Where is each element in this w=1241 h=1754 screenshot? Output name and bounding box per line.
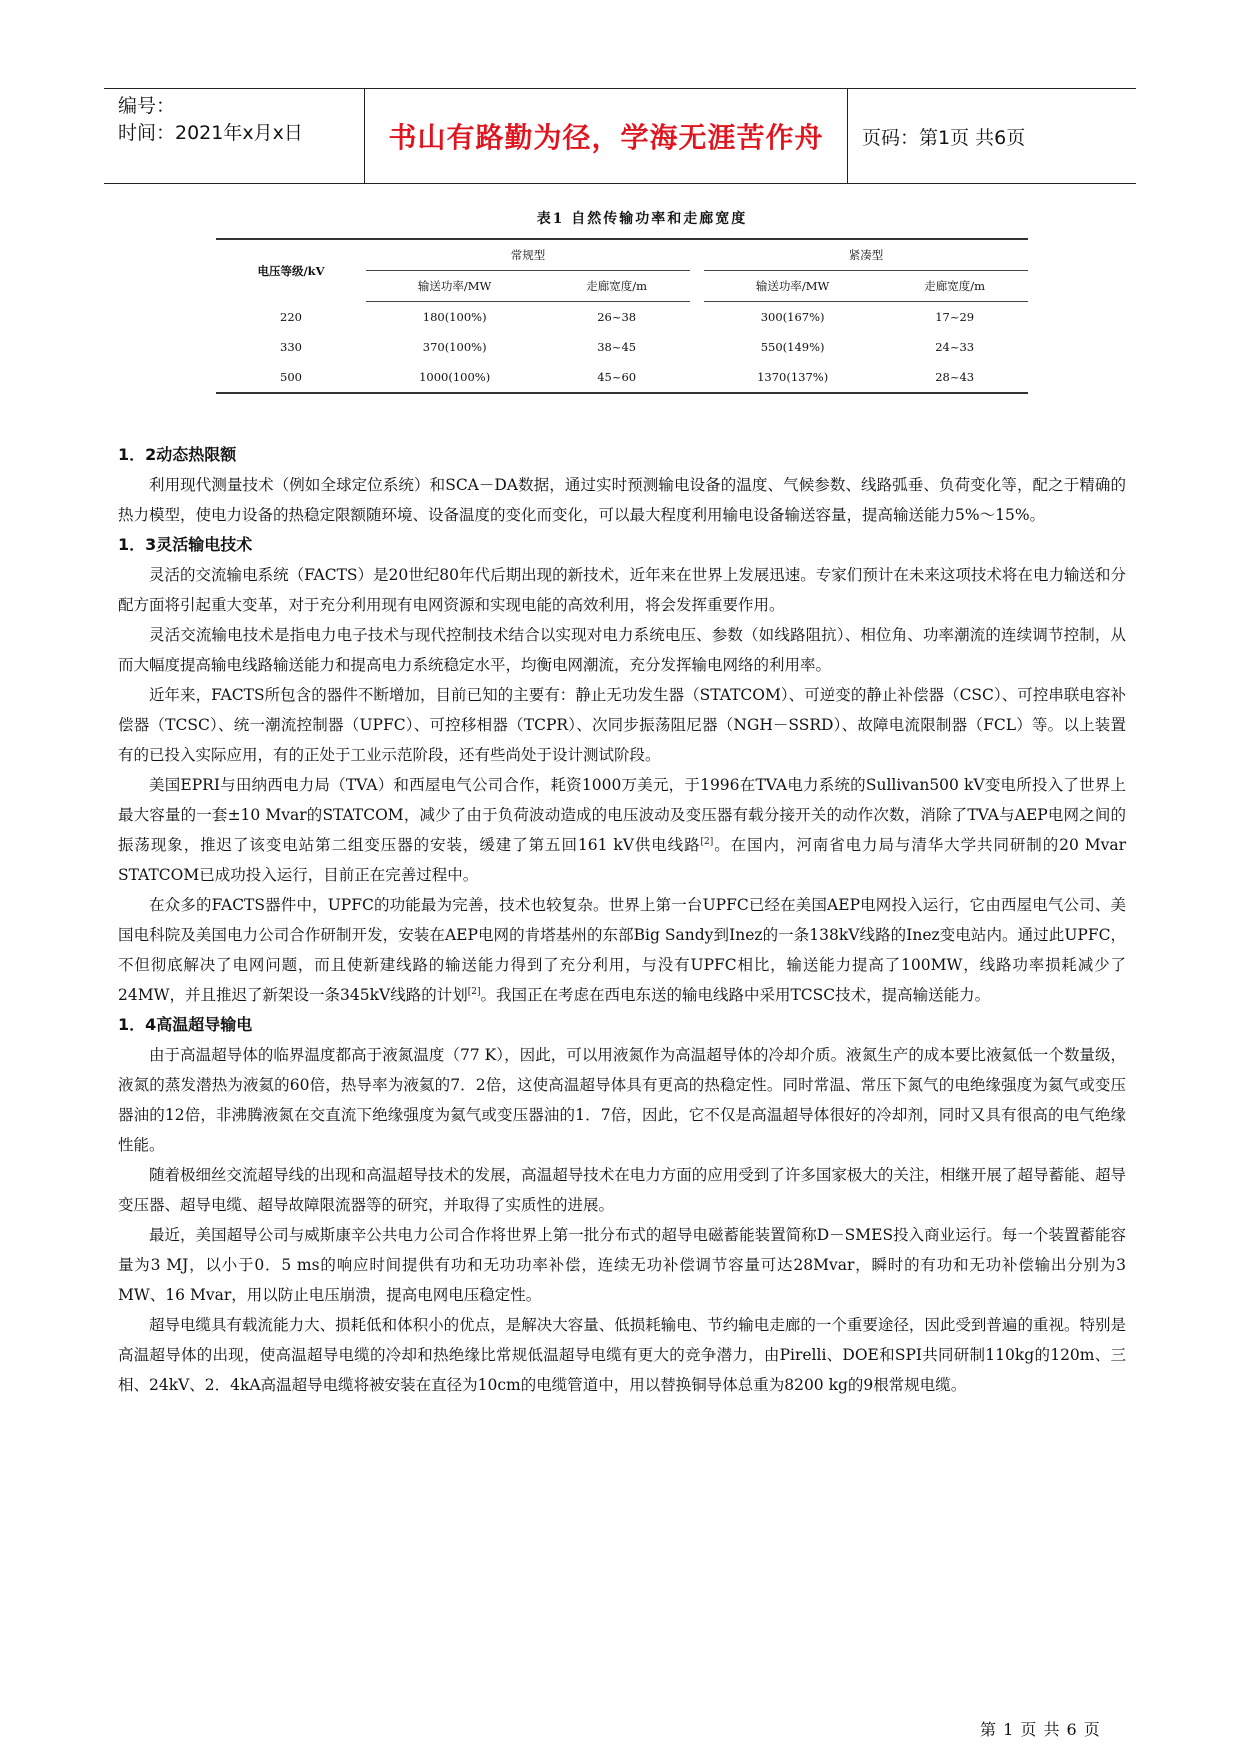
paragraph: 由于高温超导体的临界温度都高于液氮温度（77 K），因此，可以用液氮作为高温超导体的冷却介质。液氮生产的成本要比液氦低一个数量级，液氮的蒸发潜热为液氦的60倍，热导率为液氦的7．2倍，这使高温超导体具有更高的热稳定性。同时常温、常压下氮气的电绝缘强度为氦气或变压器油的12倍，非沸腾液氮在交直流下绝缘强度为氦气或变压器油的1．7倍，因此，它不仅是高温超导体很好的冷却剂，同时又具有很高的电气绝缘性能。 <box>118 1046 1127 1154</box>
cell-width-conventional: 38~45 <box>597 340 637 354</box>
paragraph: 灵活的交流输电系统（FACTS）是20世纪80年代后期出现的新技术，近年来在世界上发展迅速。专家们预计在未来这项技术将在电力输送和分配方面将引起重大变革，对于充分利用现有电网资源和实现电能的高效利用，将会发挥重要作用。 <box>118 566 1126 614</box>
table-row <box>216 302 1028 333</box>
cell-power-conventional: 1000(100%) <box>366 362 543 393</box>
section-heading-1-3: 1．3灵活输电技术 <box>118 535 253 554</box>
table-row <box>216 362 1028 393</box>
citation-ref: [2] <box>467 986 481 997</box>
column-header-width-conventional: 走廊宽度/m <box>543 271 690 302</box>
paragraph-text: 。在国内，河南省电力局与清华大学共同研制的20 Mvar STATCOM已成功投入运行，目前正在完善过程中。 <box>118 836 1126 884</box>
cell-power-compact: 550(149%) <box>760 340 825 354</box>
transmission-table <box>216 208 1028 394</box>
cell-power-compact: 1370(137%) <box>704 362 881 393</box>
cell-width-compact: 28~43 <box>881 362 1028 393</box>
group-header-conventional: 常规型 <box>366 239 690 271</box>
column-header-width-compact: 走廊宽度/m <box>881 271 1028 302</box>
paragraph <box>118 770 1126 890</box>
cell-power-compact: 300(167%) <box>760 310 825 324</box>
cell-power-conventional: 180(100%) <box>422 310 487 324</box>
column-header-power-conventional: 输送功率/MW <box>366 271 543 302</box>
cell-width-compact: 24~33 <box>935 340 975 354</box>
paragraph: 近年来，FACTS所包含的器件不断增加，目前已知的主要有：静止无功发生器（STATCOM）、可逆变的静止补偿器（CSC）、可控串联电容补偿器（TCSC）、统一潮流控制器（UPFC）、可控移相器（TCPR）、次同步振荡阻尼器（NGH－SSRD）、故障电流限制器（FCL）等。以上装置有的已投入实际应用，有的正处于工业示范阶段，还有些尚处于设计测试阶段。 <box>118 686 1126 764</box>
cell-width-conventional: 45~60 <box>543 362 690 393</box>
paragraph: 随着极细丝交流超导线的出现和高温超导技术的发展，高温超导技术在电力方面的应用受到了许多国家极大的关注，相继开展了超导蓄能、超导变压器、超导电缆、超导故障限流器等的研究，并取得了实质性的进展。 <box>118 1166 1126 1214</box>
page-header <box>104 88 1136 184</box>
table-caption: 表1 自然传输功率和走廊宽度 <box>536 211 748 227</box>
paragraph: 最近，美国超导公司与威斯康辛公共电力公司合作将世界上第一批分布式的超导电磁蓄能装置简称D－SMES投入商业运行。每一个装置蓄能容量为3 MJ，以小于0．5 ms的响应时间提供有功和无功功率补偿，连续无功补偿调节容量可达28Mvar，瞬时的有功和无功补偿输出分别为3 MW、16 Mvar，用以防止电压崩溃，提高电网电压稳定性。 <box>118 1226 1126 1304</box>
header-motto-cell <box>364 89 848 183</box>
cell-width-compact: 17~29 <box>935 310 975 324</box>
header-motto: 书山有路勤为径，学海无涯苦作舟 <box>388 121 824 154</box>
paragraph-text: 。我国正在考虑在西电东送的输电线路中采用TCSC技术，提高输送能力。 <box>480 986 991 1004</box>
cell-voltage: 220 <box>280 309 302 324</box>
document-time-label: 时间：2021年x月x日 <box>118 122 303 144</box>
data-table <box>216 238 1028 394</box>
column-header-power-compact: 输送功率/MW <box>704 271 881 302</box>
cell-voltage: 330 <box>280 340 302 354</box>
header-page-number: 页码：第1页 共6页 <box>862 126 1026 149</box>
paragraph-text: 美国EPRI与田纳西电力局（TVA）和西屋电气公司合作，耗资1000万美元，于1996在TVA电力系统的Sullivan500 kV变电所投入了世界上最大容量的一套±10 Mvar的STATCOM，减少了由于负荷波动造成的电压波动及变压器有载分接开关的动作次数，消除了TVA与AEP电网之间的振荡现象，推迟了该变电站第二组变压器的安装，缓建了第五回161 kV供电线路 <box>118 776 1126 854</box>
citation-ref: [2] <box>700 836 714 847</box>
document-number-label: 编号： <box>118 95 176 117</box>
cell-width-conventional: 26~38 <box>597 310 637 324</box>
section-heading-1-4: 1．4高温超导输电 <box>118 1015 253 1034</box>
page-footer: 第 1 页 共 6 页 <box>980 1720 1101 1739</box>
table-row <box>216 332 1028 362</box>
section-heading-1-2: 1．2动态热限额 <box>118 445 237 464</box>
paragraph <box>118 890 1126 1010</box>
paragraph: 灵活交流输电技术是指电力电子技术与现代控制技术结合以实现对电力系统电压、参数（如线路阻抗）、相位角、功率潮流的连续调节控制，从而大幅度提高输电线路输送能力和提高电力系统稳定水平，均衡电网潮流，充分发挥输电网络的利用率。 <box>118 626 1126 674</box>
cell-power-conventional: 370(100%) <box>422 340 487 354</box>
group-header-compact: 紧凑型 <box>704 239 1028 271</box>
column-header-voltage: 电压等级/kV <box>216 239 366 302</box>
paragraph: 利用现代测量技术（例如全球定位系统）和SCA－DA数据，通过实时预测输电设备的温度、气候参数、线路弧垂、负荷变化等，配之于精确的热力模型，使电力设备的热稳定限额随环境、设备温度的变化而变化，可以最大程度利用输电设备输送容量，提高输送能力5%～15%。 <box>118 476 1126 524</box>
paragraph: 超导电缆具有载流能力大、损耗低和体积小的优点，是解决大容量、低损耗输电、节约输电走廊的一个重要途径，因此受到普遍的重视。特别是高温超导体的出现，使高温超导电缆的冷却和热绝缘比常规低温超导电缆有更大的竞争潜力，由Pirelli、DOE和SPI共同研制110kg的120m、三相、24kV、2．4kA高温超导电缆将被安装在直径为10cm的电缆管道中，用以替换铜导体总重为8200 kg的9根常规电缆。 <box>118 1316 1126 1394</box>
document-body <box>118 440 1126 1400</box>
paragraph-text: 在众多的FACTS器件中，UPFC的功能最为完善，技术也较复杂。世界上第一台UPFC已经在美国AEP电网投入运行，它由西屋电气公司、美国电科院及美国电力公司合作研制开发，安装在AEP电网的肯塔基州的东部Big Sandy到Inez的一条138kV线路的Inez变电站内。通过此UPFC，不但彻底解决了电网问题，而且使新建线路的输送能力得到了充分利用，与没有UPFC相比，输送能力提高了100MW，线路功率损耗减少了24MW，并且推迟了新架设一条345kV线路的计划 <box>118 896 1126 1004</box>
cell-voltage: 500 <box>216 362 366 393</box>
header-meta <box>118 89 364 183</box>
